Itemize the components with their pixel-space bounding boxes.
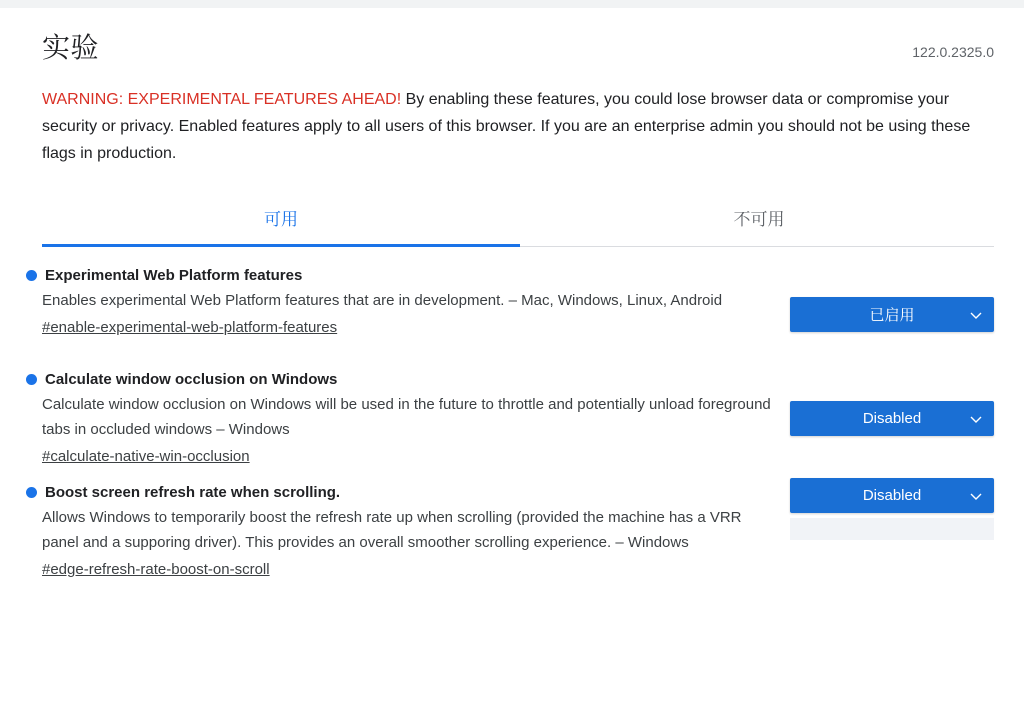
tab-unavailable[interactable]: 不可用: [733, 210, 785, 229]
flag-title: Boost screen refresh rate when scrolling.: [45, 484, 341, 501]
flag-id-link[interactable]: #edge-refresh-rate-boost-on-scroll: [42, 561, 270, 578]
chevron-down-icon: [970, 410, 982, 427]
flag-item: [42, 365, 994, 478]
chevron-down-icon: [970, 306, 982, 323]
flag-title: Calculate window occlusion on Windows: [45, 371, 338, 388]
version-label: 122.0.2325.0: [912, 44, 994, 60]
flag-state-select[interactable]: [790, 478, 994, 513]
flag-select-wrapper: [790, 401, 994, 436]
chevron-down-icon: [970, 487, 982, 504]
flag-description: Allows Windows to temporarily boost the refresh rate up when scrolling (provided the machine has a VRR panel and a supporing driver). This provides an overall smoother scrolling experience. – Windows: [42, 509, 742, 551]
page-header: [42, 8, 994, 66]
flag-title-row: [42, 267, 782, 284]
flag-state-select[interactable]: [790, 297, 994, 332]
flag-content: [42, 371, 806, 466]
flag-select-wrapper: [790, 297, 994, 332]
bullet-icon: [26, 374, 37, 385]
tab-active-indicator: [42, 244, 520, 247]
flag-content: [42, 484, 806, 579]
flag-select-wrapper: [790, 478, 994, 513]
browser-chrome-strip: [0, 0, 1024, 8]
tab-bar: [42, 195, 994, 247]
bullet-icon: [26, 270, 37, 281]
flag-title-row: [42, 371, 782, 388]
tab-available[interactable]: 可用: [264, 210, 298, 229]
flag-id-link[interactable]: #calculate-native-win-occlusion: [42, 448, 250, 465]
bullet-icon: [26, 487, 37, 498]
flag-description: Calculate window occlusion on Windows will be used in the future to throttle and potentially unload foreground tabs in occluded windows – Windows: [42, 396, 771, 438]
experimental-warning: [42, 86, 992, 167]
flag-content: [42, 267, 806, 337]
flag-state-select[interactable]: [790, 401, 994, 436]
flag-title-row: [42, 484, 782, 501]
flag-item: [42, 478, 994, 591]
flag-item: [42, 261, 994, 365]
page-title: 实验: [42, 32, 100, 63]
warning-lead: WARNING: EXPERIMENTAL FEATURES AHEAD!: [42, 91, 402, 108]
flag-state-value: Disabled: [862, 410, 922, 427]
warning-body: By enabling these features, you could lose browser data or compromise your security or privacy. Enabled features apply to all users of this browser. If you are an enterprise admin you should not be using these flags in production.: [42, 91, 971, 162]
flags-list: [42, 261, 994, 591]
flag-state-value: 已启用: [869, 307, 915, 324]
select-hover-highlight: [790, 518, 994, 540]
flag-title: Experimental Web Platform features: [45, 267, 303, 284]
flag-state-value: Disabled: [862, 487, 922, 504]
flag-description: Enables experimental Web Platform features that are in development. – Mac, Windows, Linux, Android: [42, 292, 723, 309]
flag-id-link[interactable]: #enable-experimental-web-platform-features: [42, 319, 338, 336]
